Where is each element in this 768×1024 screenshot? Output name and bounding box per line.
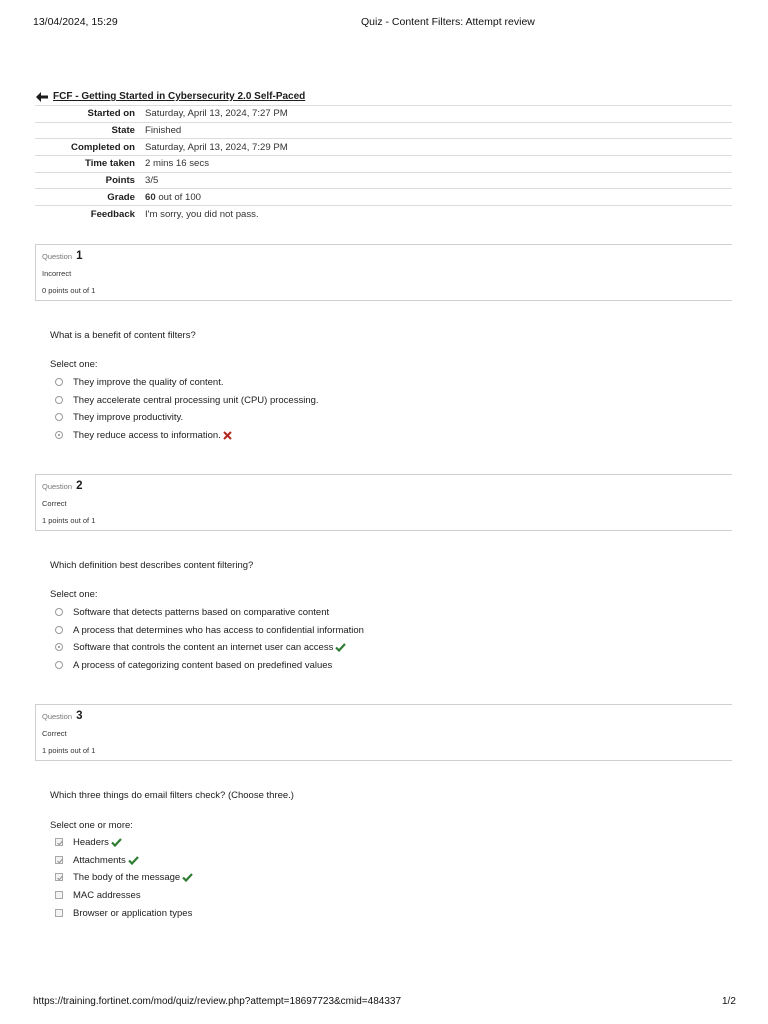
checkbox-checked[interactable] [55,838,63,846]
checkbox-tick-icon [56,857,64,865]
radio-button[interactable] [55,396,63,404]
question-number-value: 2 [76,480,83,492]
radio-button[interactable] [55,378,63,386]
summary-row [35,122,732,139]
question-info-3 [35,704,732,761]
radio-button[interactable] [55,661,63,669]
print-datetime: 13/04/2024, 15:29 [33,16,118,28]
answer-option[interactable] [55,871,193,883]
radio-button-selected[interactable] [55,431,63,439]
course-link-text[interactable]: FCF - Getting Started in Cybersecurity 2.0 Self-Paced [53,91,306,102]
checkbox-checked[interactable] [55,873,63,881]
answer-option[interactable] [55,889,141,901]
option-label: A process of categorizing content based on predefined values [73,659,333,671]
question-grade: 1 points out of 1 [42,746,96,755]
radio-button-selected[interactable] [55,643,63,651]
check-mark-icon [182,873,193,882]
checkbox-checked[interactable] [55,856,63,864]
question-prefix: Question [42,712,73,721]
option-label: Software that detects patterns based on comparative content [73,606,330,618]
question-number-value: 1 [76,250,83,262]
print-page-number: 1/2 [722,996,736,1007]
question-state: Correct [42,729,67,738]
summary-value [145,189,732,206]
answer-prompt: Select one: [50,359,98,370]
checkbox-tick-icon [56,874,64,882]
option-label: They improve productivity. [73,411,184,423]
question-state: Incorrect [42,269,72,278]
check-mark-icon [111,838,122,847]
question-prefix: Question [42,482,73,491]
question-text: Which three things do email filters check? (Choose three.) [50,790,294,801]
option-label: Attachments [73,854,126,866]
question-number-value: 3 [76,710,83,722]
summary-value: I'm sorry, you did not pass. [145,208,259,220]
print-url: https://training.fortinet.com/mod/quiz/review.php?attempt=18697723&cmid=484337 [33,996,402,1007]
grade-score: 60 [145,191,156,203]
answer-option[interactable] [55,606,329,618]
summary-label: Time taken [85,158,135,170]
checkbox[interactable] [55,909,63,917]
checkbox-tick-icon [56,839,64,847]
radio-button[interactable] [55,608,63,616]
option-label: They accelerate central processing unit (CPU) processing. [73,394,319,406]
summary-value: Finished [145,125,182,137]
arrow-left-icon [36,92,48,102]
grade-out-of: out of 100 [155,191,202,203]
print-title: Quiz - Content Filters: Attempt review [361,16,535,28]
question-prefix: Question [42,252,73,261]
question-grade: 1 points out of 1 [42,516,96,525]
option-label: Software that controls the content an internet user can access [73,641,334,653]
summary-label: State [111,125,135,137]
question-text: What is a benefit of content filters? [50,330,196,341]
summary-value: 3/5 [145,175,159,187]
summary-row [35,139,732,156]
answer-option[interactable] [55,411,183,423]
radio-button[interactable] [55,626,63,634]
option-label: Headers [73,836,109,848]
summary-value: 2 mins 16 secs [145,158,209,170]
answer-option[interactable] [55,376,224,388]
answer-option[interactable] [55,429,232,441]
summary-row [35,189,732,206]
summary-row [35,172,732,189]
radio-button[interactable] [55,413,63,421]
answer-option[interactable] [55,659,332,671]
option-label: They improve the quality of content. [73,376,224,388]
option-label: The body of the message [73,871,181,883]
check-mark-icon [128,856,139,865]
question-number [42,480,83,492]
question-info-1 [35,244,732,301]
question-grade: 0 points out of 1 [42,286,96,295]
attempt-summary-table [35,105,732,222]
summary-label: Started on [87,108,135,120]
cross-mark-icon [223,431,232,440]
option-label: A process that determines who has access to confidential information [73,624,364,636]
summary-row [35,156,732,173]
answer-option[interactable] [55,641,346,653]
summary-row [35,106,732,123]
question-number [42,710,83,722]
checkbox[interactable] [55,891,63,899]
question-info-2 [35,474,732,531]
summary-label: Grade [107,191,135,203]
question-text: Which definition best describes content filtering? [50,560,254,571]
question-number [42,250,83,262]
answer-prompt: Select one: [50,589,98,600]
option-label: Browser or application types [73,907,193,919]
answer-option[interactable] [55,836,122,848]
answer-prompt: Select one or more: [50,820,133,831]
option-label: MAC addresses [73,889,141,901]
answer-option[interactable] [55,624,364,636]
summary-value: Saturday, April 13, 2024, 7:27 PM [145,108,288,120]
option-label: They reduce access to information. [73,429,221,441]
summary-label: Feedback [90,208,135,220]
summary-row [35,206,732,223]
answer-option[interactable] [55,854,139,866]
summary-value: Saturday, April 13, 2024, 7:29 PM [145,141,288,153]
question-state: Correct [42,499,67,508]
summary-label: Completed on [71,141,135,153]
answer-option[interactable] [55,394,319,406]
summary-label: Points [105,175,135,187]
course-link[interactable] [36,91,305,102]
check-mark-icon [335,643,346,652]
answer-option[interactable] [55,907,192,919]
